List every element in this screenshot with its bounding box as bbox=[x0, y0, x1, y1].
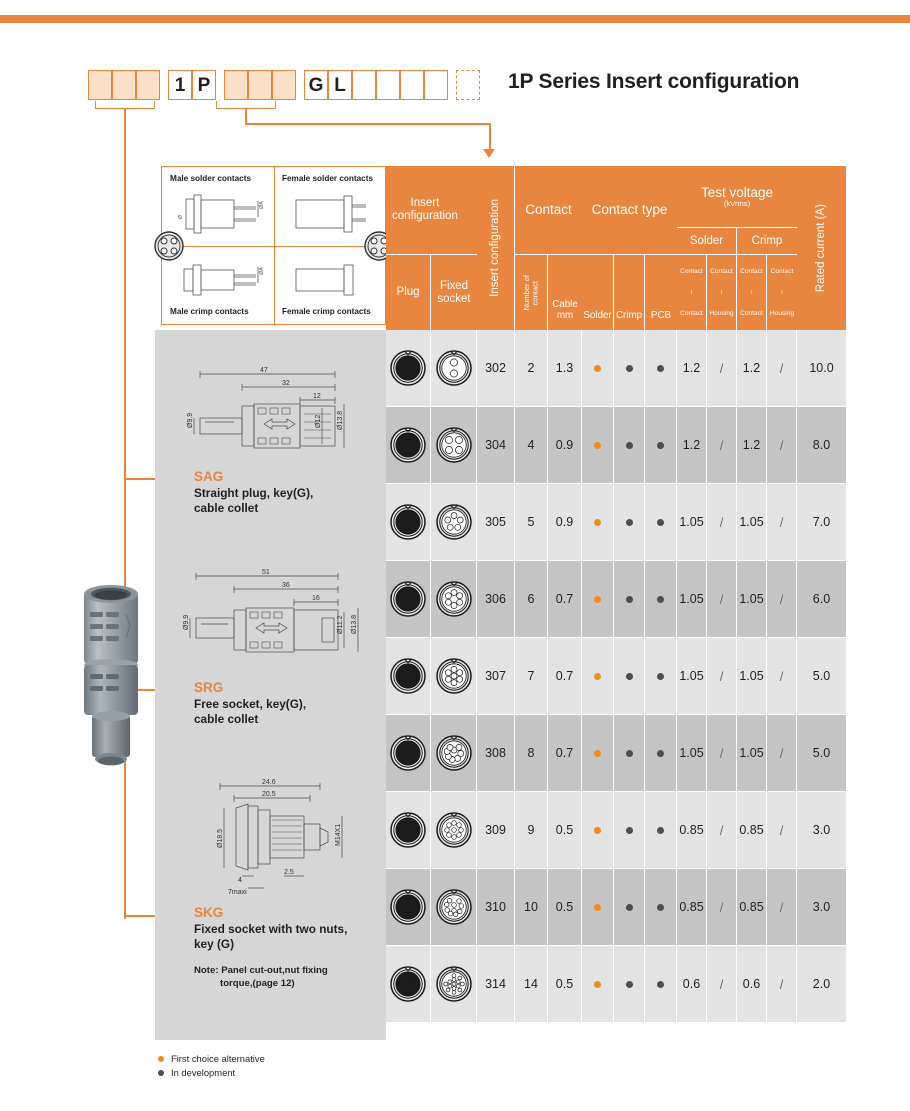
variant-desc-skg-line2: key (G) bbox=[194, 936, 234, 951]
cell-socket-insert bbox=[431, 715, 477, 792]
legend-label-female-solder: Female solder contacts bbox=[282, 174, 374, 183]
cell-number-of-contact: 4 bbox=[515, 407, 548, 484]
in-development-dot-icon bbox=[657, 981, 664, 988]
variant-callout-sag bbox=[194, 470, 313, 515]
header-contact-type bbox=[582, 166, 677, 330]
cell-type-crimp bbox=[614, 561, 645, 638]
skg-dim-total: 24.6 bbox=[262, 779, 276, 786]
cell-cable-mm: 0.5 bbox=[548, 946, 582, 1023]
cell-tv-solder-contact: 0.6 bbox=[677, 946, 707, 1023]
header-number-of-contact: Number of contact bbox=[515, 255, 548, 330]
header-cable-mm: Cable mm bbox=[552, 299, 578, 322]
in-development-dot-icon bbox=[657, 673, 664, 680]
cell-rated-current: 3.0 bbox=[797, 792, 846, 869]
cell-cable-mm: 0.9 bbox=[548, 484, 582, 561]
table-row bbox=[386, 484, 846, 561]
cell-tv-crimp-contact: 0.6 bbox=[737, 946, 767, 1023]
cell-type-pcb bbox=[645, 792, 677, 869]
cell-tv-crimp-housing: / bbox=[767, 484, 797, 561]
srg-dim-dia-front: Ø11.2 bbox=[337, 615, 344, 634]
cell-tv-solder-housing: / bbox=[707, 715, 737, 792]
header-tv-solder-contact-contact: Contact ↕ Contact bbox=[677, 255, 707, 330]
variant-code-sag: SAG bbox=[194, 469, 224, 484]
cell-tv-crimp-housing: / bbox=[767, 330, 797, 407]
srg-dim-body: 36 bbox=[282, 582, 290, 589]
cell-insert-configuration: 310 bbox=[477, 869, 515, 946]
cell-number-of-contact: 7 bbox=[515, 638, 548, 715]
cell-type-pcb bbox=[645, 561, 677, 638]
header-fixed-socket: Fixed socket bbox=[437, 279, 471, 305]
cell-number-of-contact: 8 bbox=[515, 715, 548, 792]
table-row bbox=[386, 330, 846, 407]
cell-insert-configuration: 308 bbox=[477, 715, 515, 792]
cell-cable-mm: 1.3 bbox=[548, 330, 582, 407]
cell-plug-insert bbox=[386, 946, 431, 1023]
cell-tv-crimp-housing: / bbox=[767, 638, 797, 715]
header-contact-label: Contact bbox=[515, 166, 582, 255]
skg-dim-4: 4 bbox=[238, 877, 242, 884]
cell-socket-insert bbox=[431, 869, 477, 946]
cell-type-solder bbox=[582, 869, 614, 946]
code-cell[interactable] bbox=[424, 70, 448, 100]
legend-first-choice bbox=[158, 1053, 265, 1064]
cell-cable-mm: 0.5 bbox=[548, 792, 582, 869]
code-cell-L[interactable]: L bbox=[328, 70, 352, 100]
code-cell[interactable] bbox=[224, 70, 248, 100]
svg-text:ØA: ØA bbox=[259, 201, 265, 209]
cell-socket-insert bbox=[431, 561, 477, 638]
cell-type-pcb bbox=[645, 869, 677, 946]
in-development-dot-icon bbox=[626, 365, 633, 372]
first-choice-dot-icon bbox=[594, 596, 601, 603]
srg-dim-dia-rear: Ø13.8 bbox=[351, 614, 358, 634]
cell-plug-insert bbox=[386, 715, 431, 792]
cell-type-pcb bbox=[645, 946, 677, 1023]
first-choice-dot-icon bbox=[158, 1056, 164, 1062]
skg-dim-thread: M14X1 bbox=[335, 823, 342, 846]
sag-technical-drawing bbox=[172, 366, 377, 466]
cell-tv-solder-contact: 1.05 bbox=[677, 561, 707, 638]
table-row bbox=[386, 638, 846, 715]
cell-tv-crimp-housing: / bbox=[767, 792, 797, 869]
in-development-dot-icon bbox=[657, 750, 664, 757]
skg-dim-panel-max: 7maxi bbox=[228, 889, 247, 896]
table-row bbox=[386, 715, 846, 792]
code-cell-1[interactable]: 1 bbox=[168, 70, 192, 100]
cell-type-crimp bbox=[614, 330, 645, 407]
table-body bbox=[386, 330, 846, 1023]
cell-cable-mm: 0.5 bbox=[548, 869, 582, 946]
cell-number-of-contact: 5 bbox=[515, 484, 548, 561]
cell-rated-current: 7.0 bbox=[797, 484, 846, 561]
header-contact-type-label: Contact type bbox=[582, 166, 677, 255]
cell-cable-mm: 0.7 bbox=[548, 715, 582, 792]
in-development-dot-icon bbox=[626, 750, 633, 757]
sag-dim-dia-front: Ø12 bbox=[315, 414, 322, 428]
srg-dim-dia-cable: Ø9.9 bbox=[183, 614, 190, 630]
page-title: 1P Series Insert configuration bbox=[508, 70, 800, 93]
contact-type-legend bbox=[161, 166, 386, 325]
marker-legend bbox=[158, 1053, 265, 1081]
header-type-solder: Solder bbox=[582, 255, 614, 330]
in-development-dot-icon bbox=[626, 981, 633, 988]
sag-dim-dia-cable: Ø9.9 bbox=[187, 412, 194, 428]
code-cell[interactable] bbox=[352, 70, 376, 100]
cell-rated-current: 10.0 bbox=[797, 330, 846, 407]
cell-type-solder bbox=[582, 715, 614, 792]
cell-tv-crimp-housing: / bbox=[767, 715, 797, 792]
leader-insert-arrow-icon bbox=[483, 149, 495, 158]
variant-desc-srg-line1: Free socket, key(G), bbox=[194, 696, 307, 711]
cell-insert-configuration: 306 bbox=[477, 561, 515, 638]
code-group-insert bbox=[224, 70, 296, 100]
header-tv-crimp-contact-contact: Contact ↕ Contact bbox=[737, 255, 767, 330]
header-type-pcb: PCB bbox=[650, 310, 672, 322]
in-development-dot-icon bbox=[626, 442, 633, 449]
code-brace-insert bbox=[216, 101, 276, 109]
cell-number-of-contact: 2 bbox=[515, 330, 548, 407]
cell-tv-solder-housing: / bbox=[707, 792, 737, 869]
srg-dim-collet: 16 bbox=[312, 595, 320, 602]
legend-label-male-crimp: Male crimp contacts bbox=[170, 307, 249, 316]
code-cell[interactable] bbox=[112, 70, 136, 100]
sag-dim-body: 32 bbox=[282, 380, 290, 387]
cell-type-crimp bbox=[614, 638, 645, 715]
code-group-series bbox=[168, 70, 216, 100]
cell-number-of-contact: 6 bbox=[515, 561, 548, 638]
cell-type-crimp bbox=[614, 484, 645, 561]
cell-tv-solder-housing: / bbox=[707, 330, 737, 407]
variant-desc-skg-line1: Fixed socket with two nuts, bbox=[194, 921, 348, 936]
cell-socket-insert bbox=[431, 946, 477, 1023]
cell-cable-mm: 0.7 bbox=[548, 638, 582, 715]
cell-tv-solder-contact: 1.05 bbox=[677, 484, 707, 561]
header-type-crimp: Crimp bbox=[614, 255, 645, 330]
in-development-dot-icon bbox=[657, 442, 664, 449]
header-test-voltage bbox=[677, 166, 797, 330]
code-cell-optional[interactable] bbox=[456, 70, 480, 100]
cell-socket-insert bbox=[431, 407, 477, 484]
cell-plug-insert bbox=[386, 330, 431, 407]
cell-type-pcb bbox=[645, 638, 677, 715]
cell-tv-crimp-contact: 1.05 bbox=[737, 484, 767, 561]
first-choice-dot-icon bbox=[594, 904, 601, 911]
cell-tv-solder-housing: / bbox=[707, 561, 737, 638]
top-accent-bar bbox=[0, 15, 910, 23]
in-development-dot-icon bbox=[626, 596, 633, 603]
header-tv-crimp-contact-housing: Contact ↕ Housing bbox=[769, 267, 795, 317]
cell-type-pcb bbox=[645, 330, 677, 407]
in-development-dot-icon bbox=[158, 1070, 164, 1076]
cell-tv-solder-contact: 1.05 bbox=[677, 715, 707, 792]
in-development-dot-icon bbox=[657, 365, 664, 372]
header-insert-configuration-label: Insert configuration bbox=[386, 166, 477, 255]
skg-dim-dia-flange: Ø18.5 bbox=[217, 828, 224, 848]
cell-type-solder bbox=[582, 561, 614, 638]
cell-tv-solder-housing: / bbox=[707, 869, 737, 946]
header-tv-solder: Solder bbox=[677, 228, 737, 254]
cell-type-solder bbox=[582, 946, 614, 1023]
code-cell[interactable] bbox=[136, 70, 160, 100]
male-insert-face-icon bbox=[152, 229, 186, 263]
first-choice-dot-icon bbox=[594, 519, 601, 526]
table-row bbox=[386, 561, 846, 638]
in-development-dot-icon bbox=[626, 519, 633, 526]
srg-technical-drawing bbox=[172, 562, 377, 667]
cell-type-solder bbox=[582, 638, 614, 715]
in-development-dot-icon bbox=[657, 904, 664, 911]
cell-number-of-contact: 10 bbox=[515, 869, 548, 946]
skg-dim-25: 2.5 bbox=[284, 869, 294, 876]
cell-type-crimp bbox=[614, 715, 645, 792]
leader-insert-down bbox=[489, 123, 491, 149]
header-tv-crimp: Crimp bbox=[751, 234, 783, 247]
cell-cable-mm: 0.7 bbox=[548, 561, 582, 638]
header-insert-configuration bbox=[386, 166, 477, 330]
first-choice-dot-icon bbox=[594, 827, 601, 834]
cell-plug-insert bbox=[386, 869, 431, 946]
first-choice-dot-icon bbox=[594, 365, 601, 372]
variant-desc-srg-line2: cable collet bbox=[194, 711, 259, 726]
leader-insert-horizontal bbox=[245, 123, 490, 125]
in-development-dot-icon bbox=[626, 904, 633, 911]
in-development-dot-icon bbox=[626, 673, 633, 680]
sag-dim-total: 47 bbox=[260, 367, 268, 374]
first-choice-dot-icon bbox=[594, 750, 601, 757]
cell-tv-solder-contact: 0.85 bbox=[677, 792, 707, 869]
cell-tv-crimp-contact: 0.85 bbox=[737, 792, 767, 869]
note-line1: Panel cut-out,nut fixing bbox=[221, 965, 328, 977]
cell-tv-crimp-housing: / bbox=[767, 407, 797, 484]
variant-desc-sag-line2: cable collet bbox=[194, 500, 259, 515]
header-plug: Plug bbox=[386, 255, 431, 330]
variant-desc-sag-line1: Straight plug, key(G), bbox=[194, 485, 314, 500]
cell-cable-mm: 0.9 bbox=[548, 407, 582, 484]
cell-type-pcb bbox=[645, 484, 677, 561]
cell-tv-solder-contact: 1.05 bbox=[677, 638, 707, 715]
cell-tv-crimp-contact: 1.05 bbox=[737, 561, 767, 638]
note-line2: torque,(page 12) bbox=[220, 977, 295, 989]
svg-text:Ø: Ø bbox=[178, 215, 184, 219]
header-test-voltage-label: Test voltage (kVrms) bbox=[677, 166, 797, 228]
variant-callout-skg bbox=[194, 906, 347, 990]
note-label: Note: bbox=[194, 965, 219, 977]
cell-tv-solder-housing: / bbox=[707, 484, 737, 561]
code-cell[interactable] bbox=[272, 70, 296, 100]
cell-socket-insert bbox=[431, 638, 477, 715]
sag-dim-collet: 12 bbox=[313, 393, 321, 400]
cell-rated-current: 3.0 bbox=[797, 869, 846, 946]
legend-first-choice-label: First choice alternative bbox=[171, 1053, 265, 1064]
first-choice-dot-icon bbox=[594, 673, 601, 680]
srg-dim-total: 51 bbox=[262, 569, 270, 576]
cell-rated-current: 5.0 bbox=[797, 715, 846, 792]
cell-type-crimp bbox=[614, 792, 645, 869]
cell-rated-current: 2.0 bbox=[797, 946, 846, 1023]
cell-tv-solder-housing: / bbox=[707, 407, 737, 484]
header-rated-current: Rated current (A) bbox=[815, 203, 828, 293]
cell-type-crimp bbox=[614, 407, 645, 484]
cell-plug-insert bbox=[386, 792, 431, 869]
cell-rated-current: 6.0 bbox=[797, 561, 846, 638]
cell-tv-solder-contact: 1.2 bbox=[677, 330, 707, 407]
cell-insert-configuration: 304 bbox=[477, 407, 515, 484]
code-group-1 bbox=[88, 70, 160, 100]
table-row bbox=[386, 407, 846, 484]
legend-label-female-crimp: Female crimp contacts bbox=[282, 307, 371, 316]
skg-dim-body: 20.5 bbox=[262, 791, 276, 798]
cell-tv-solder-housing: / bbox=[707, 946, 737, 1023]
header-contact bbox=[515, 166, 582, 330]
cell-plug-insert bbox=[386, 561, 431, 638]
cell-insert-configuration: 307 bbox=[477, 638, 515, 715]
cell-type-solder bbox=[582, 407, 614, 484]
cell-number-of-contact: 9 bbox=[515, 792, 548, 869]
code-cell[interactable] bbox=[400, 70, 424, 100]
code-group-optional bbox=[456, 70, 480, 100]
insert-configuration-table bbox=[386, 166, 846, 1023]
cell-tv-crimp-housing: / bbox=[767, 869, 797, 946]
table-row bbox=[386, 946, 846, 1023]
cell-type-solder bbox=[582, 330, 614, 407]
legend-in-development bbox=[158, 1067, 265, 1078]
cell-tv-solder-contact: 1.2 bbox=[677, 407, 707, 484]
in-development-dot-icon bbox=[657, 827, 664, 834]
cell-number-of-contact: 14 bbox=[515, 946, 548, 1023]
code-cell[interactable] bbox=[376, 70, 400, 100]
cell-insert-configuration: 309 bbox=[477, 792, 515, 869]
cell-tv-crimp-contact: 1.2 bbox=[737, 407, 767, 484]
first-choice-dot-icon bbox=[594, 981, 601, 988]
header-tv-solder-contact-housing: Contact ↕ Housing bbox=[707, 255, 737, 330]
cell-tv-solder-housing: / bbox=[707, 638, 737, 715]
code-cell-G[interactable]: G bbox=[304, 70, 328, 100]
legend-in-development-label: In development bbox=[171, 1067, 236, 1078]
table-row bbox=[386, 869, 846, 946]
code-cell[interactable] bbox=[248, 70, 272, 100]
legend-horizontal-divider bbox=[162, 246, 387, 247]
cell-type-pcb bbox=[645, 715, 677, 792]
cell-tv-crimp-contact: 1.05 bbox=[737, 715, 767, 792]
skg-technical-drawing bbox=[192, 778, 372, 900]
cell-insert-configuration: 314 bbox=[477, 946, 515, 1023]
cell-tv-crimp-housing: / bbox=[767, 946, 797, 1023]
in-development-dot-icon bbox=[626, 827, 633, 834]
code-group-key bbox=[304, 70, 448, 100]
code-cell[interactable] bbox=[88, 70, 112, 100]
cell-plug-insert bbox=[386, 484, 431, 561]
svg-text:ØA: ØA bbox=[259, 267, 265, 275]
cell-insert-configuration: 305 bbox=[477, 484, 515, 561]
sag-dim-dia-rear: Ø13.8 bbox=[337, 410, 344, 430]
cell-tv-crimp-contact: 1.05 bbox=[737, 638, 767, 715]
cell-plug-insert bbox=[386, 407, 431, 484]
cell-type-solder bbox=[582, 792, 614, 869]
variant-code-srg: SRG bbox=[194, 680, 224, 695]
cell-rated-current: 5.0 bbox=[797, 638, 846, 715]
cell-tv-crimp-housing: / bbox=[767, 561, 797, 638]
cell-tv-solder-contact: 0.85 bbox=[677, 869, 707, 946]
cell-plug-insert bbox=[386, 638, 431, 715]
cell-socket-insert bbox=[431, 330, 477, 407]
in-development-dot-icon bbox=[657, 519, 664, 526]
variant-callout-srg bbox=[194, 681, 306, 726]
variant-note-skg bbox=[194, 965, 347, 990]
connector-photo bbox=[78, 570, 156, 800]
leader-insert-vertical bbox=[245, 109, 247, 124]
cell-type-crimp bbox=[614, 869, 645, 946]
table-row bbox=[386, 792, 846, 869]
variant-code-skg: SKG bbox=[194, 905, 224, 920]
table-header bbox=[386, 166, 846, 330]
cell-tv-crimp-contact: 1.2 bbox=[737, 330, 767, 407]
cell-rated-current: 8.0 bbox=[797, 407, 846, 484]
part-number-code bbox=[88, 70, 480, 100]
cell-insert-configuration: 302 bbox=[477, 330, 515, 407]
cell-type-crimp bbox=[614, 946, 645, 1023]
first-choice-dot-icon bbox=[594, 442, 601, 449]
header-insert-configuration-vertical: Insert configuration bbox=[477, 166, 515, 330]
code-brace-variant bbox=[95, 101, 155, 109]
cell-type-solder bbox=[582, 484, 614, 561]
in-development-dot-icon bbox=[657, 596, 664, 603]
cell-tv-crimp-contact: 0.85 bbox=[737, 869, 767, 946]
cell-type-pcb bbox=[645, 407, 677, 484]
cell-socket-insert bbox=[431, 484, 477, 561]
cell-socket-insert bbox=[431, 792, 477, 869]
legend-label-male-solder: Male solder contacts bbox=[170, 174, 251, 183]
code-cell-P[interactable]: P bbox=[192, 70, 216, 100]
